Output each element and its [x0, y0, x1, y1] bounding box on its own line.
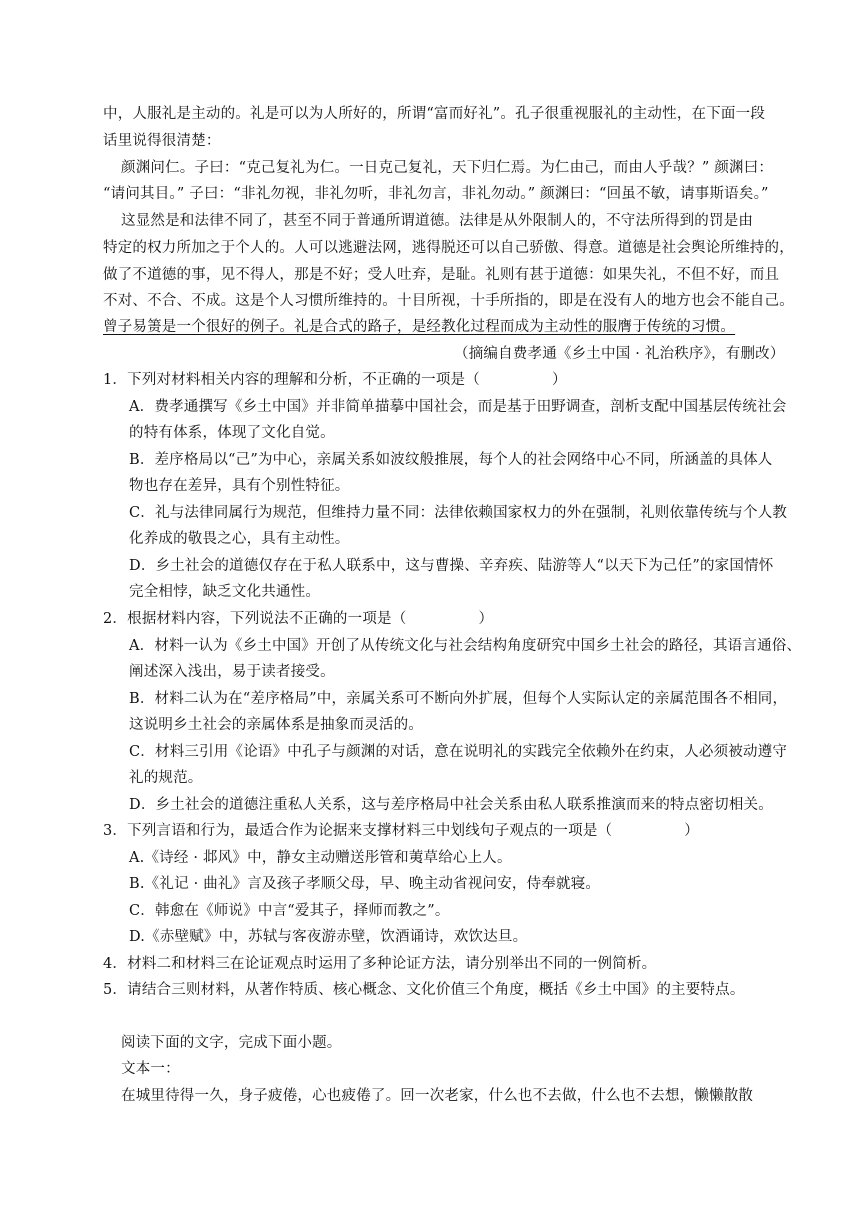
option-text: 礼的规范。 — [129, 770, 203, 786]
question-5-stem: 5．请结合三则材料，从著作特质、核心概念、文化价值三个角度，概括《乡土中国》的主要特点。 — [103, 982, 745, 998]
stem-close: ） — [478, 611, 494, 627]
text-first-line: 在城里待得一久，身子疲倦，心也疲倦了。回一次老家，什么也不去做，什么也不去想，懒懒散散 — [121, 1088, 754, 1104]
question-stem-text: 3．下列言语和行为，最适合作为论据来支撑材料三中划线句子观点的一项是（ — [103, 823, 613, 839]
option-text: A．费孝通撰写《乡土中国》并非简单描摹中国社会，而是基于田野调查，剖析支配中国基层传统社会 — [129, 399, 787, 415]
option-text: C．材料三引用《论语》中孔子与颜渊的对话，意在说明礼的实践完全依赖外在约束，人必须被动遵守 — [129, 744, 788, 760]
option-text: B.《礼记 · 曲礼》言及孩子孝顺父母，早、晚主动省视问安，侍奉就寝。 — [129, 876, 601, 892]
question-1-stem — [103, 370, 567, 390]
stem-close: ） — [551, 372, 567, 388]
passage-line: 颜渊问仁。子曰：“克己复礼为仁。一日克己复礼，天下归仁焉。为仁由己，而由人乎哉？” 颜渊曰： — [121, 160, 774, 176]
passage-line: 这显然是和法律不同了，甚至不同于普通所谓道德。法律是从外限制人的，不守法所得到的罚是由 — [121, 213, 754, 229]
option-text: D．乡土社会的道德仅存在于私人联系中，这与曹操、辛弃疾、陆游等人“以天下为己任”的家国情怀 — [129, 558, 774, 574]
question-2-stem — [103, 609, 493, 629]
option-text: 化养成的敬畏之心，具有主动性。 — [129, 531, 350, 547]
stem-close: ） — [684, 823, 699, 839]
option-text: 这说明乡土社会的亲属体系是抽象而灵活的。 — [129, 717, 423, 733]
question-stem-text: 2．根据材料内容，下列说法不正确的一项是（ — [103, 611, 407, 627]
option-text: 的特有体系，体现了文化自觉。 — [129, 425, 335, 441]
option-text: A．材料一认为《乡土中国》开创了从传统文化与社会结构角度研究中国乡土社会的路径，其语言通俗、 — [129, 638, 802, 654]
question-stem-text: 1．下列对材料相关内容的理解和分析，不正确的一项是（ — [103, 372, 480, 388]
option-text: C．韩愈在《师说》中言“爱其子，择师而教之”。 — [129, 903, 450, 919]
option-text: 完全相悖，缺乏文化共通性。 — [129, 584, 321, 600]
question-4-stem: 4．材料二和材料三在论证观点时运用了多种论证方法，请分别举出不同的一例简析。 — [103, 956, 657, 972]
underlined-passage-line: 曾子易箦是一个很好的例子。礼是合式的路子，是经教化过程而成为主动性的服膺于传统的习惯。 — [103, 319, 736, 335]
passage-line: “请问其目。” 子曰：“非礼勿视，非礼勿听，非礼勿言，非礼勿动。” 颜渊曰：“回虽不敏，请事斯语矣。” — [103, 186, 769, 202]
text-label: 文本一： — [121, 1061, 180, 1077]
section-instruction: 阅读下面的文字，完成下面小题。 — [121, 1035, 342, 1051]
passage-line: 做了不道德的事，见不得人，那是不好；受人吐弃，是耻。礼则有甚于道德：如果失礼，不但不好，而且 — [103, 267, 780, 283]
passage-source: （摘编自费孝通《乡土中国 · 礼治秩序》，有删改） — [454, 346, 785, 362]
question-3-stem — [103, 821, 699, 841]
option-text: B．差序格局以“己”为中心，亲属关系如波纹般推展，每个人的社会网络中心不同，所涵盖的具体人 — [129, 452, 773, 468]
passage-line: 特定的权力所加之于个人的。人可以逃避法网，逃得脱还可以自己骄傲、得意。道德是社会舆论所维持的， — [103, 240, 794, 256]
passage-line: 不对、不合、不成。这是个人习惯所维持的。十目所视，十手所指的，即是在没有人的地方也会不能自己。 — [103, 293, 794, 309]
option-text: 阐述深入浅出，易于读者接受。 — [129, 664, 335, 680]
option-text: A.《诗经 · 邶风》中，静女主动赠送彤管和荑草给心上人。 — [129, 850, 512, 866]
option-text: D．乡土社会的道德注重私人关系，这与差序格局中社会关系由私人联系推演而来的特点密切相关。 — [129, 797, 773, 813]
option-text: B．材料二认为在“差序格局”中，亲属关系可不断向外扩展，但每个人实际认定的亲属范围各不相同， — [129, 691, 788, 707]
passage-line: 中，人服礼是主动的。礼是可以为人所好的，所谓“富而好礼”。孔子很重视服礼的主动性，在下面一段 — [103, 106, 766, 122]
option-text: D.《赤壁赋》中，苏轼与客夜游赤壁，饮酒诵诗，欢饮达旦。 — [129, 929, 528, 945]
passage-line: 话里说得很清楚： — [103, 133, 221, 149]
option-text: 物也存在差异，具有个别性特征。 — [129, 478, 350, 494]
option-text: C．礼与法律同属行为规范，但维持力量不同：法律依赖国家权力的外在强制，礼则依靠传统与个人教 — [129, 505, 788, 521]
